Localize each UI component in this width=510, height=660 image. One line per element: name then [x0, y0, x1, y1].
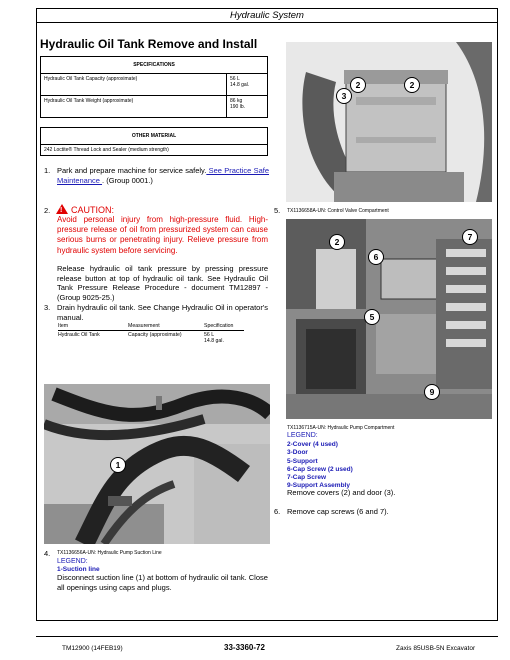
callout-2: 2 — [350, 77, 366, 93]
step-3-text: Drain hydraulic oil tank. See Change Hydraulic Oil in operator's manual. — [57, 303, 268, 322]
other-material-table — [40, 127, 268, 156]
footer-doc-id: TM12900 (14FEB19) — [62, 645, 123, 652]
step-5-text: Remove covers (2) and door (3). — [287, 488, 396, 497]
legend-item: 1-Suction line — [57, 566, 100, 573]
legend-item: 3-Door — [287, 449, 308, 457]
legend-title: LEGEND: — [57, 558, 88, 565]
legend-item: 5-Support — [287, 457, 318, 465]
callout-2: 2 — [329, 234, 345, 250]
step-number: 5. — [274, 206, 281, 215]
step-2-text: Release hydraulic oil tank pressure by pressing pressure release button at top of hydraulic oil tank. See Hydraulic Oil Tank Pressure Release Procedure - document TM12897 - (Group 9025-25.) — [57, 264, 268, 302]
callout-9: 9 — [424, 384, 440, 400]
page-heading: Hydraulic Oil Tank Remove and Install — [40, 37, 258, 51]
spec-value: 56 L 14.8 gal. — [227, 74, 268, 96]
footer-page-number: 33-3360-72 — [224, 643, 265, 652]
callout-1: 1 — [110, 457, 126, 473]
photo-caption: TX1136656A-UN: Hydraulic Pump Suction Line — [57, 550, 162, 556]
legend-title: LEGEND: — [287, 432, 318, 439]
other-material-row: 242 Loctite® Thread Lock and Sealer (medium strength) — [41, 145, 268, 156]
callout-5: 5 — [364, 309, 380, 325]
legend-list — [287, 441, 353, 491]
pump-compartment-photo — [286, 219, 492, 419]
warning-icon: ! — [56, 204, 68, 214]
step-4-text: Disconnect suction line (1) at bottom of hydraulic oil tank. Close all openings using caps and plugs. — [57, 573, 268, 592]
spec-value: 86 kg 190 lb. — [227, 96, 268, 118]
step-number: 1. — [44, 166, 51, 175]
callout-3: 3 — [336, 88, 352, 104]
step-number: 2. — [44, 206, 51, 215]
step-number: 6. — [274, 507, 281, 516]
spec-label: Hydraulic Oil Tank Weight (approximate) — [41, 96, 227, 118]
photo-caption: TX1136715A-UN: Hydraulic Pump Compartment — [287, 425, 395, 431]
legend-item: 7-Cap Screw — [287, 474, 327, 482]
legend-item: 2-Cover (4 used) — [287, 441, 338, 448]
other-material-title: OTHER MATERIAL — [41, 128, 268, 145]
footer-model: Zaxis 85USB-5N Excavator — [396, 645, 476, 652]
spec-label: Hydraulic Oil Tank Capacity (approximate) — [41, 74, 227, 96]
photo-caption: TX1136658A-UN: Control Valve Compartment — [287, 208, 389, 214]
practice-safe-maintenance-link[interactable]: See Practice Safe Maintenance — [57, 166, 269, 185]
specifications-title: SPECIFICATIONS — [41, 57, 268, 74]
capacity-table — [58, 323, 244, 344]
header-divider — [36, 22, 498, 23]
step-1-text: Park and prepare machine for service safely. See Practice Safe Maintenance . (Group 0001.) — [57, 166, 269, 185]
caution-text: Avoid personal injury from high-pressure fluid. High-pressure release of oil from pressurized system can cause serious burns or penetrating injury. Relieve pressure from hydraulic system before servicing. — [57, 215, 268, 255]
tank-cover-photo — [286, 42, 492, 202]
section-title: Hydraulic System — [230, 10, 304, 21]
legend-item: 9-Support Assembly — [287, 482, 350, 490]
callout-7: 7 — [462, 229, 478, 245]
suction-line-photo — [44, 384, 270, 544]
legend-item: 6-Cap Screw (2 used) — [287, 465, 353, 473]
callout-2: 2 — [404, 77, 420, 93]
step-number: 4. — [44, 549, 51, 558]
table-header-row: Item Measurement Specification — [58, 323, 234, 329]
footer-divider — [36, 636, 498, 637]
caution-label: ! CAUTION: — [56, 204, 114, 216]
callout-6: 6 — [368, 249, 384, 265]
step-number: 3. — [44, 303, 51, 312]
step-6-text: Remove cap screws (6 and 7). — [287, 507, 389, 516]
specifications-table — [40, 56, 268, 118]
table-row: Hydraulic Oil Tank Capacity (approximate) 56 L 14.8 gal. — [58, 332, 224, 344]
